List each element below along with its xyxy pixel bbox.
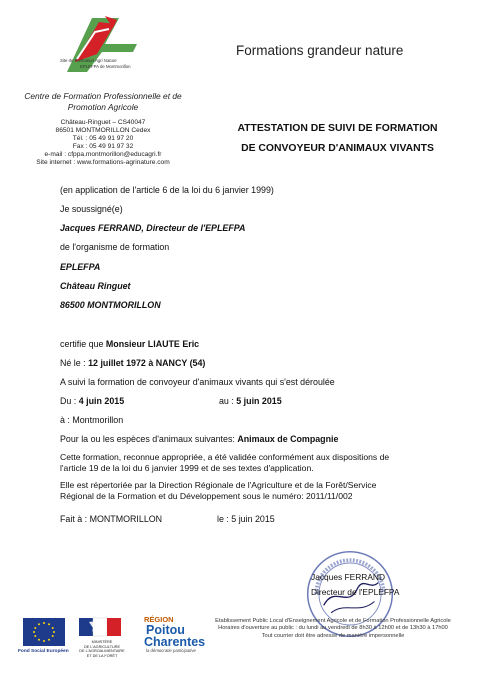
fax-line: Fax : 05 49 91 97 32	[72, 143, 134, 151]
ministry-line: DE L'AGRICULTURE	[83, 644, 121, 649]
region-slogan: la démocratie participative	[146, 648, 196, 653]
start-date: 4 juin 2015	[78, 396, 125, 406]
footer-info	[198, 618, 468, 640]
validation-line: l'article 19 de la loi du 6 janvier 1999 et de ses textes d'application.	[60, 462, 314, 473]
start-date-line	[60, 396, 124, 406]
signatory-role: Directeur de l'EPLEFPA	[311, 587, 400, 597]
footer-line: Tout courrier doit être adressé de manière impersonnelle	[261, 632, 405, 639]
birth-prefix: Né le :	[60, 358, 86, 368]
validation-line: Cette formation, reconnue appropriée, a été validée conformément aux dispositions de	[60, 452, 390, 462]
ministry-line: ET DE LA FORÊT	[86, 653, 118, 658]
birth-value: 12 juillet 1972 à NANCY (54)	[88, 358, 206, 368]
end-date-line	[219, 396, 282, 406]
ministry-line: DE L'AGROALIMENTAIRE	[79, 649, 125, 654]
address-line: Château-Ringuet – CS40047	[60, 119, 146, 126]
centre-name	[8, 91, 198, 113]
region-name-1: Poitou	[146, 623, 185, 637]
footer-line: Horaires d'ouverture au public : du lundi au vendredi de 8h30 à 12h00 et de 13h30 à 17h00	[218, 625, 448, 632]
undersigned-label: Je soussigné(e)	[60, 204, 123, 214]
done-on: le : 5 juin 2015	[217, 514, 275, 524]
ministry-text	[78, 640, 126, 658]
logo-caption-2: EPLEFPA de Montmorillon	[80, 64, 131, 69]
eu-flag-icon	[23, 618, 65, 646]
organisation-city: 86500 MONTMORILLON	[60, 300, 161, 310]
region-label: RÉGION	[144, 615, 174, 624]
birth-line	[60, 358, 205, 368]
done-at: Fait à : MONTMORILLON	[60, 514, 163, 524]
registration-paragraph	[60, 480, 480, 501]
region-name-2: Charentes	[144, 635, 206, 649]
species-value: Animaux de Compagnie	[237, 434, 339, 444]
training-place: à : Montmorillon	[60, 415, 124, 425]
validation-paragraph	[60, 452, 480, 473]
species-line	[60, 434, 338, 444]
footer-line: Etablissement Public Local d'Enseignement Agricole et de Formation Professionnelle Agricole	[215, 618, 451, 624]
website-line: Site internet : www.formations-agrinature.com	[36, 159, 170, 167]
document-title: ATTESTATION DE SUIVI DE FORMATION	[237, 123, 438, 134]
start-date-prefix: Du :	[60, 396, 77, 406]
registration-line: Elle est répertoriée par la Direction Régionale de l'Agriculture et de la Forêt/Service	[60, 480, 377, 490]
training-statement: A suivi la formation de convoyeur d'animaux vivants qui s'est déroulée	[60, 377, 335, 387]
email-line: e-mail : cfppa.montmorillon@educagri.fr	[44, 151, 162, 159]
organisation-intro: de l'organisme de formation	[60, 242, 170, 252]
registration-line: Régional de la Formation et du Développement sous le numéro: 2011/11/002	[60, 490, 353, 501]
eu-caption: Fond Social Européen	[18, 649, 69, 654]
organisation-name: EPLEFPA	[60, 262, 101, 272]
organisation-street: Château Ringuet	[60, 281, 131, 291]
trainee-name: Monsieur LIAUTE Eric	[105, 339, 200, 349]
address-line: 86501 MONTMORILLON Cedex	[55, 127, 151, 135]
species-prefix: Pour la ou les espèces d'animaux suivantes:	[60, 434, 235, 444]
centre-line: Centre de Formation Professionnelle et de	[24, 91, 182, 101]
certify-line	[60, 339, 199, 349]
end-date: 5 juin 2015	[236, 396, 282, 406]
logo-caption: Site de Formation Agri Nature	[60, 58, 117, 63]
phone-line: Tél. : 05 49 91 97 20	[72, 135, 134, 143]
tagline: Formations grandeur nature	[236, 43, 404, 58]
region-logo	[130, 615, 206, 653]
legal-basis: (en application de l'article 6 de la loi du 6 janvier 1999)	[60, 185, 274, 195]
certify-prefix: certifie que	[60, 339, 104, 349]
director-name: Jacques FERRAND, Directeur de l'EPLEFPA	[60, 223, 246, 233]
marianne-logo-icon	[75, 616, 123, 638]
end-date-prefix: au :	[219, 396, 234, 406]
centre-line: Promotion Agricole	[67, 102, 139, 112]
ministry-line: MINISTÈRE	[91, 640, 113, 644]
signatory-name: Jacques FERRAND	[311, 572, 386, 582]
site-logo	[47, 14, 147, 84]
centre-address	[8, 119, 198, 168]
document-subtitle: DE CONVOYEUR D'ANIMAUX VIVANTS	[241, 143, 434, 154]
